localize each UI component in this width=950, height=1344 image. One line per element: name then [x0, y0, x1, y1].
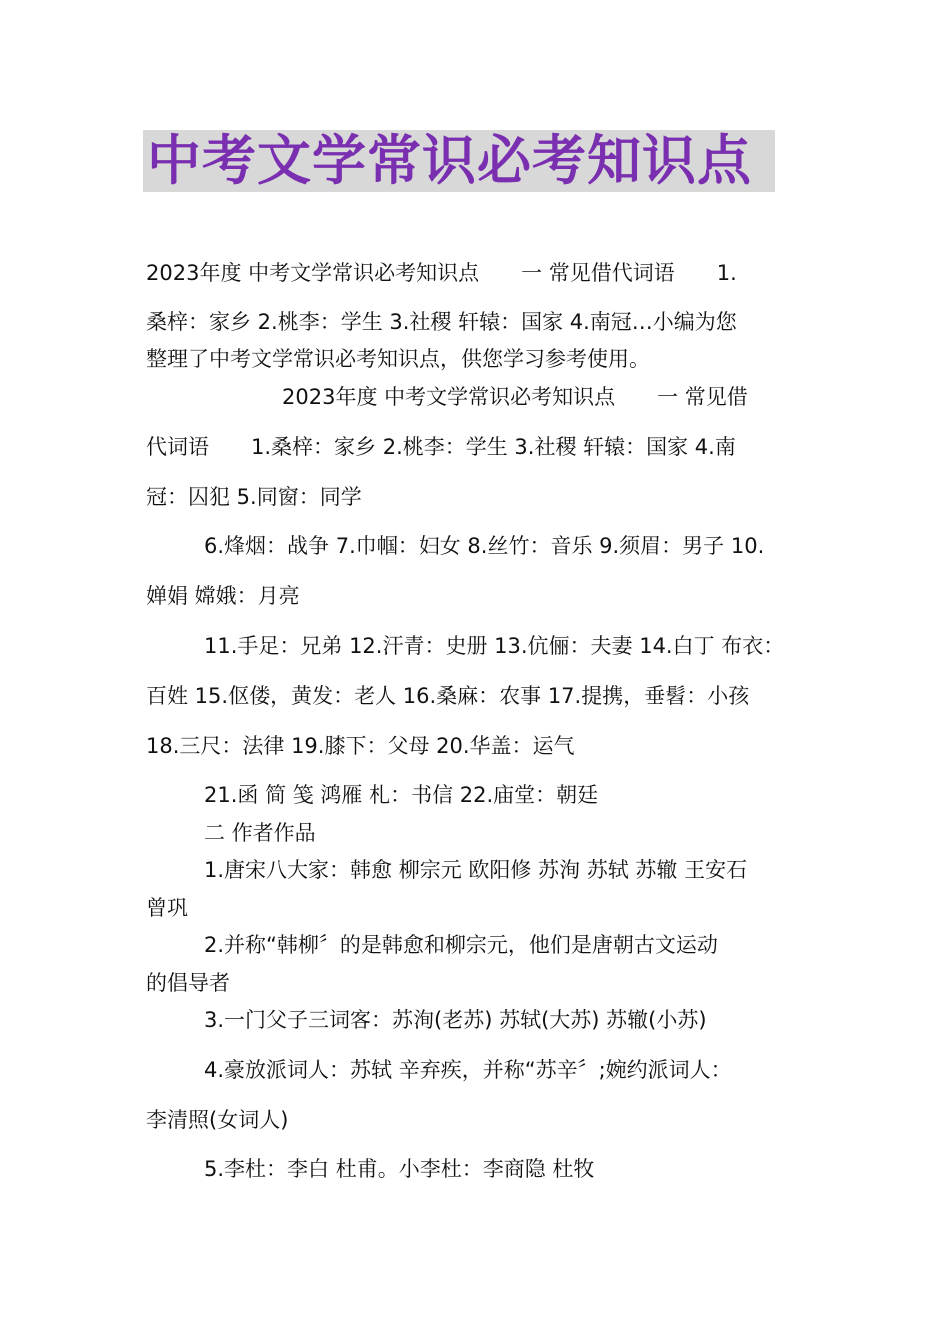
- text-line: 曾巩: [146, 896, 188, 920]
- text-line: 的倡导者: [146, 971, 230, 995]
- text-line: 2023年度 中考文学常识必考知识点 一 常见借代词语 1.: [146, 261, 737, 285]
- text-line: 1.唐宋八大家：韩愈 柳宗元 欧阳修 苏洵 苏轼 苏辙 王安石: [204, 858, 748, 882]
- text-line: 桑梓：家乡 2.桃李：学生 3.社稷 轩辕：国家 4.南冠…小编为您: [146, 310, 737, 334]
- document-title-banner: [143, 130, 775, 192]
- text-line: 11.手足：兄弟 12.汗青：史册 13.伉俪：夫妻 14.白丁 布衣：: [204, 634, 785, 658]
- text-line: 冠：囚犯 5.同窗：同学: [146, 485, 362, 509]
- text-line: 整理了中考文学常识必考知识点，供您学习参考使用。: [146, 347, 650, 371]
- text-line: 代词语 1.桑梓：家乡 2.桃李：学生 3.社稷 轩辕：国家 4.南: [146, 435, 736, 459]
- text-line: 2.并称“韩柳〞的是韩愈和柳宗元，他们是唐朝古文运动: [204, 933, 718, 957]
- text-line: 21.函 简 笺 鸿雁 札：书信 22.庙堂：朝廷: [204, 783, 599, 807]
- text-line: 6.烽烟：战争 7.巾帼：妇女 8.丝竹：音乐 9.须眉：男子 10.: [204, 534, 765, 558]
- text-line: 18.三尺：法律 19.膝下：父母 20.华盖：运气: [146, 734, 575, 758]
- text-line: 李清照(女词人): [146, 1108, 289, 1132]
- text-line: 2023年度 中考文学常识必考知识点 一 常见借: [282, 385, 748, 409]
- text-line: 5.李杜：李白 杜甫。小李杜：李商隐 杜牧: [204, 1157, 595, 1181]
- document-title: 中考文学常识必考知识点: [147, 129, 752, 192]
- text-line: 4.豪放派词人：苏轼 辛弃疾，并称“苏辛〞;婉约派词人：: [204, 1058, 732, 1082]
- text-line: 3.一门父子三词客：苏洵(老苏) 苏轼(大苏) 苏辙(小苏): [204, 1008, 707, 1032]
- text-line: 百姓 15.伛偻，黄发：老人 16.桑麻：农事 17.提携，垂髫：小孩: [146, 684, 750, 708]
- section-heading: 二 作者作品: [204, 821, 316, 845]
- text-line: 婵娟 嫦娥：月亮: [146, 584, 300, 608]
